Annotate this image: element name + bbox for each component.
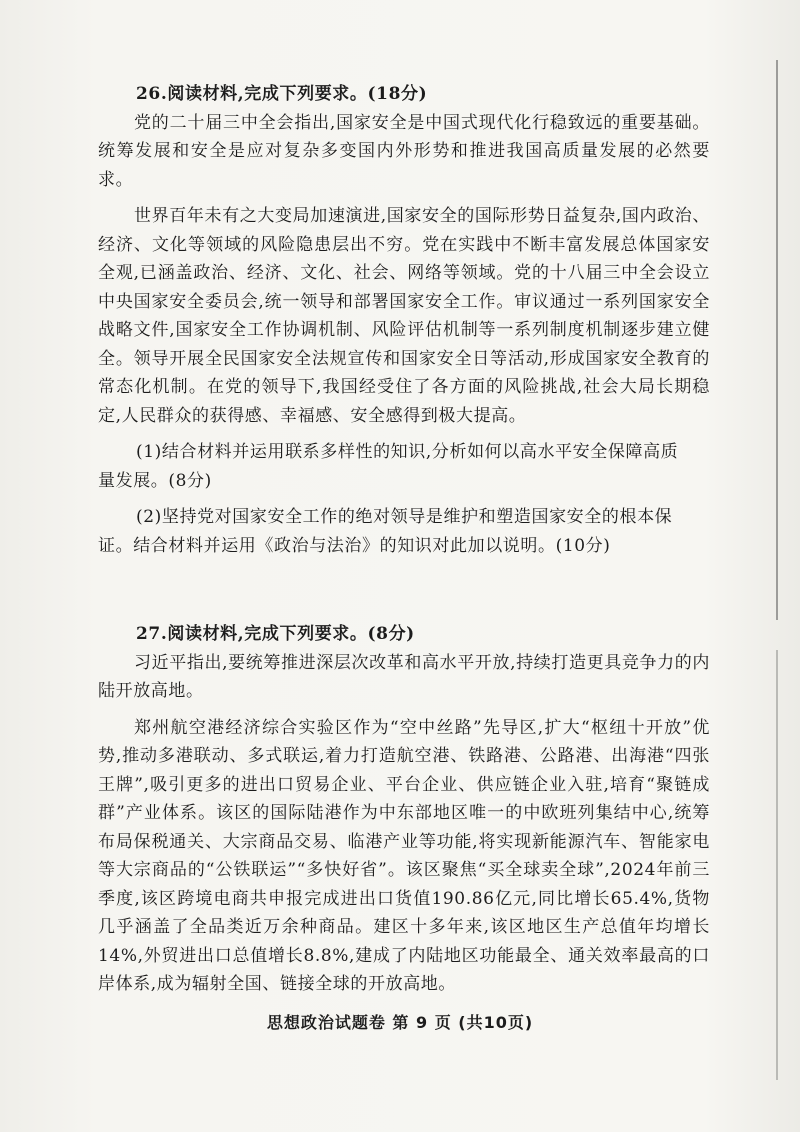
question-26-sub1-line1: (1)结合材料并运用联系多样性的知识,分析如何以高水平安全保障高质 <box>136 442 679 462</box>
question-27-material-1: 习近平指出,要统筹推进深层次改革和高水平开放,持续打造更具竞争力的内陆开放高地。 <box>98 652 710 701</box>
question-26-sub1-line2: 量发展。(8分) <box>98 470 212 491</box>
page-edge-shadow <box>776 60 778 620</box>
question-27-title: 27.阅读材料,完成下列要求。(8分) <box>136 624 415 644</box>
question-26-material-1: 党的二十届三中全会指出,国家安全是中国式现代化行稳致远的重要基础。统筹发展和安全是应对复杂多变国内外形势和推进我国高质量发展的必然要求。 <box>98 112 710 190</box>
question-26-sub2-line1: (2)坚持党对国家安全工作的绝对领导是维护和塑造国家安全的根本保 <box>136 507 673 527</box>
question-26-title: 26.阅读材料,完成下列要求。(18分) <box>136 84 428 104</box>
question-26-sub2-line2: 证。结合材料并运用《政治与法治》的知识对此加以说明。(10分) <box>98 535 611 556</box>
question-27-material-2: 郑州航空港经济综合实验区作为“空中丝路”先导区,扩大“枢纽十开放”优势,推动多港联动、多式联运,着力打造航空港、铁路港、公路港、出海港“四张王牌”,吸引更多的进出口贸易企业、平台企业、供应链企业入驻,培育“聚链成群”产业体系。该区的国际陆港作为中东部地区唯一的中欧班列集结中心,统筹布局保税通关、大宗商品交易、临港产业等功能,将实现新能源汽车、智能家电等大宗商品的“公铁联运”“多快好省”。该区聚焦“买全球卖全球”,2024年前三季度,该区跨境电商共申报完成进出口货值190.86亿元,同比增长65.4%,货物几乎涵盖了全品类近万余种商品。建区十多年来,该区地区生产总值年均增长14%,外贸进出口总值增长8.8%,建成了内陆地区功能最全、通关效率最高的口岸体系,成为辐射全国、链接全球的开放高地。 <box>98 717 710 994</box>
exam-content <box>98 80 710 999</box>
question-26-material-2: 世界百年未有之大变局加速演进,国家安全的国际形势日益复杂,国内政治、经济、文化等领域的风险隐患层出不穷。党在实践中不断丰富发展总体国家安全观,已涵盖政治、经济、文化、社会、网络等领域。党的十八届三中全会设立中央国家安全委员会,统一领导和部署国家安全工作。审议通过一系列国家安全战略文件,国家安全工作协调机制、风险评估机制等一系列制度机制逐步建立健全。领导开展全民国家安全法规宣传和国家安全日等活动,形成国家安全教育的常态化机制。在党的领导下,我国经受住了各方面的风险挑战,社会大局长期稳定,人民群众的获得感、幸福感、安全感得到极大提高。 <box>98 206 710 426</box>
page-footer: 思想政治试题卷 第 9 页 (共10页) <box>266 1013 534 1032</box>
